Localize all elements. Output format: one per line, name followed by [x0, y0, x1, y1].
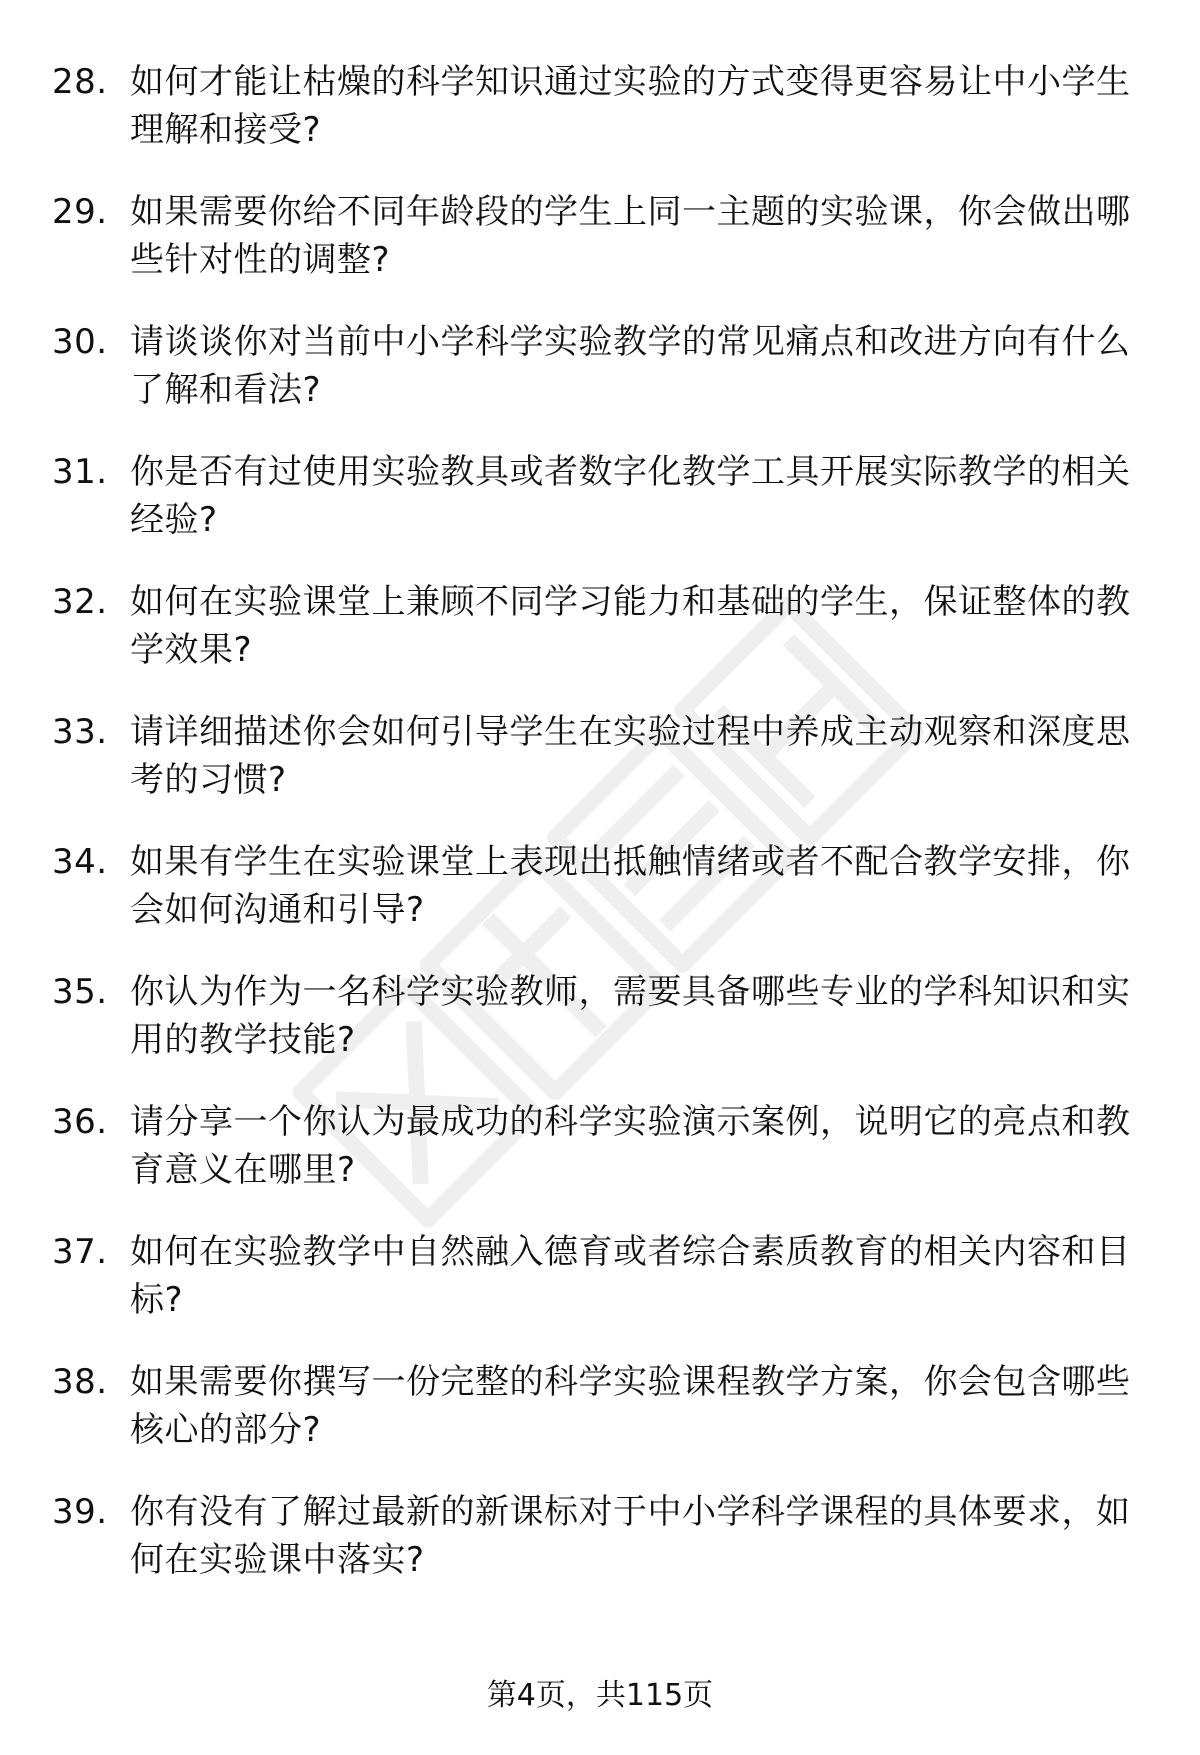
question-number: 29.	[52, 192, 108, 232]
list-item	[52, 318, 1152, 448]
question-number: 30.	[52, 322, 108, 362]
question-text: 如果需要你给不同年龄段的学生上同一主题的实验课，你会做出哪些针对性的调整?	[130, 192, 1131, 280]
question-number: 28.	[52, 62, 108, 102]
list-item	[52, 708, 1152, 838]
list-item	[52, 838, 1152, 968]
list-item	[52, 578, 1152, 708]
question-text: 如何才能让枯燥的科学知识通过实验的方式变得更容易让中小学生理解和接受?	[130, 62, 1131, 150]
question-number: 36.	[52, 1102, 108, 1142]
list-item	[52, 1228, 1152, 1358]
question-text: 你有没有了解过最新的新课标对于中小学科学课程的具体要求，如何在实验课中落实?	[130, 1492, 1131, 1580]
question-number: 33.	[52, 712, 108, 752]
list-item	[52, 1098, 1152, 1228]
list-item	[52, 58, 1152, 188]
page-footer: 第4页，共115页	[486, 1678, 714, 1713]
question-text: 请详细描述你会如何引导学生在实验过程中养成主动观察和深度思考的习惯?	[130, 712, 1131, 800]
question-text: 你是否有过使用实验教具或者数字化教学工具开展实际教学的相关经验?	[130, 452, 1131, 540]
question-text: 如果需要你撰写一份完整的科学实验课程教学方案，你会包含哪些核心的部分?	[130, 1362, 1131, 1450]
question-number: 34.	[52, 842, 108, 882]
question-number: 32.	[52, 582, 108, 622]
question-number: 39.	[52, 1492, 108, 1532]
question-text: 你认为作为一名科学实验教师，需要具备哪些专业的学科知识和实用的教学技能?	[130, 972, 1131, 1060]
question-text: 请谈谈你对当前中小学科学实验教学的常见痛点和改进方向有什么了解和看法?	[130, 322, 1131, 410]
list-item	[52, 448, 1152, 578]
question-number: 35.	[52, 972, 108, 1012]
list-item	[52, 1358, 1152, 1488]
question-text: 如何在实验课堂上兼顾不同学习能力和基础的学生，保证整体的教学效果?	[130, 582, 1131, 670]
list-item	[52, 188, 1152, 318]
list-item	[52, 968, 1152, 1098]
question-text: 如何在实验教学中自然融入德育或者综合素质教育的相关内容和目标?	[130, 1232, 1131, 1320]
question-number: 31.	[52, 452, 108, 492]
question-number: 37.	[52, 1232, 108, 1272]
question-text: 请分享一个你认为最成功的科学实验演示案例，说明它的亮点和教育意义在哪里?	[130, 1102, 1131, 1190]
list-item	[52, 1488, 1152, 1618]
question-number: 38.	[52, 1362, 108, 1402]
question-text: 如果有学生在实验课堂上表现出抵触情绪或者不配合教学安排，你会如何沟通和引导?	[130, 842, 1131, 930]
question-list	[52, 58, 1152, 1618]
